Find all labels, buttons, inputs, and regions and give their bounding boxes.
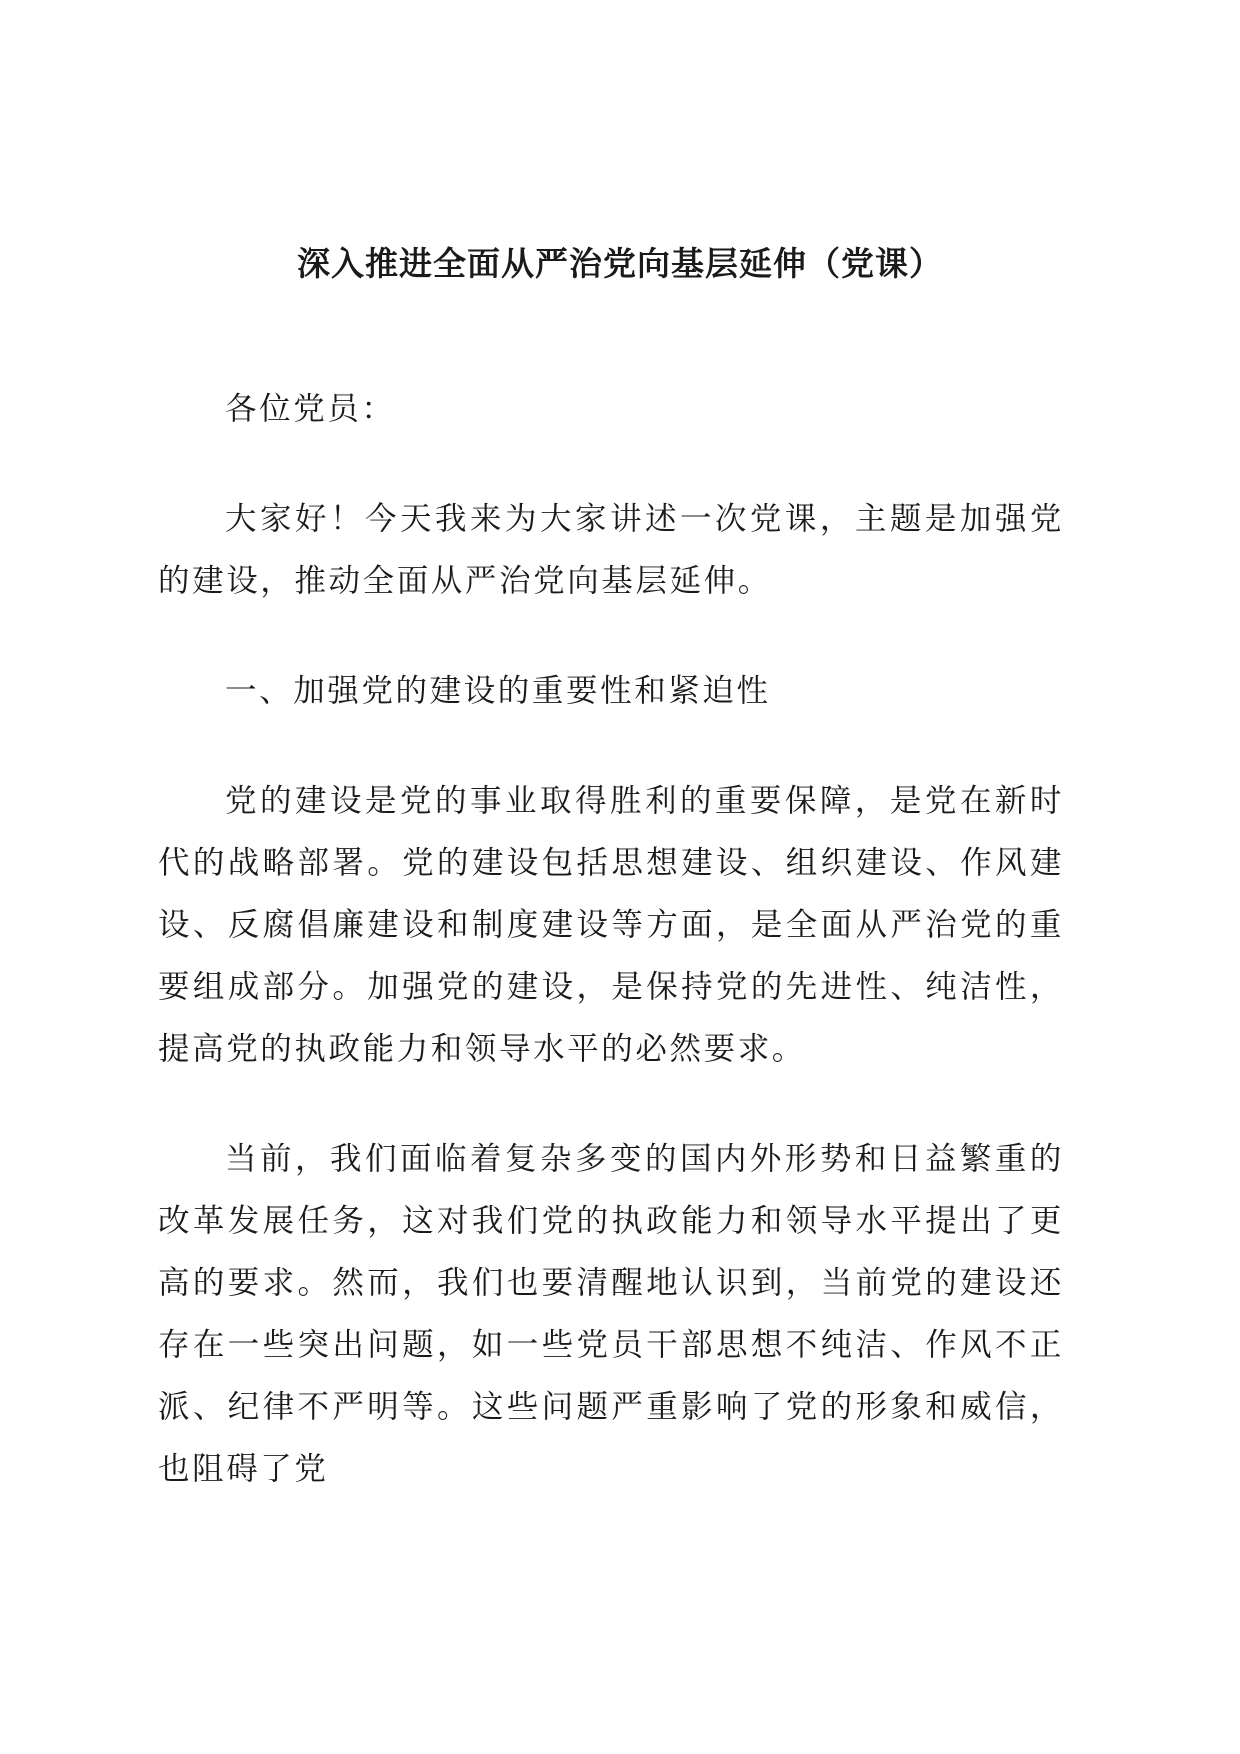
intro-paragraph: 大家好！今天我来为大家讲述一次党课，主题是加强党的建设，推动全面从严治党向基层延伸。 [158, 501, 1064, 599]
greeting-line: 各位党员： [225, 391, 396, 427]
section-heading: 一、加强党的建设的重要性和紧迫性 [225, 673, 771, 709]
document-title: 深入推进全面从严治党向基层延伸（党课） [297, 244, 943, 283]
body-paragraph: 党的建设是党的事业取得胜利的重要保障，是党在新时代的战略部署。党的建设包括思想建设、组织建设、作风建设、反腐倡廉建设和制度建设等方面，是全面从严治党的重要组成部分。加强党的建设，是保持党的先进性、纯洁性，提高党的执政能力和领导水平的必然要求。 [158, 783, 1064, 1067]
body-paragraph: 当前，我们面临着复杂多变的国内外形势和日益繁重的改革发展任务，这对我们党的执政能力和领导水平提出了更高的要求。然而，我们也要清醒地认识到，当前党的建设还存在一些突出问题，如一些党员干部思想不纯洁、作风不正派、纪律不严明等。这些问题严重影响了党的形象和威信，也阻碍了党 [158, 1141, 1064, 1487]
